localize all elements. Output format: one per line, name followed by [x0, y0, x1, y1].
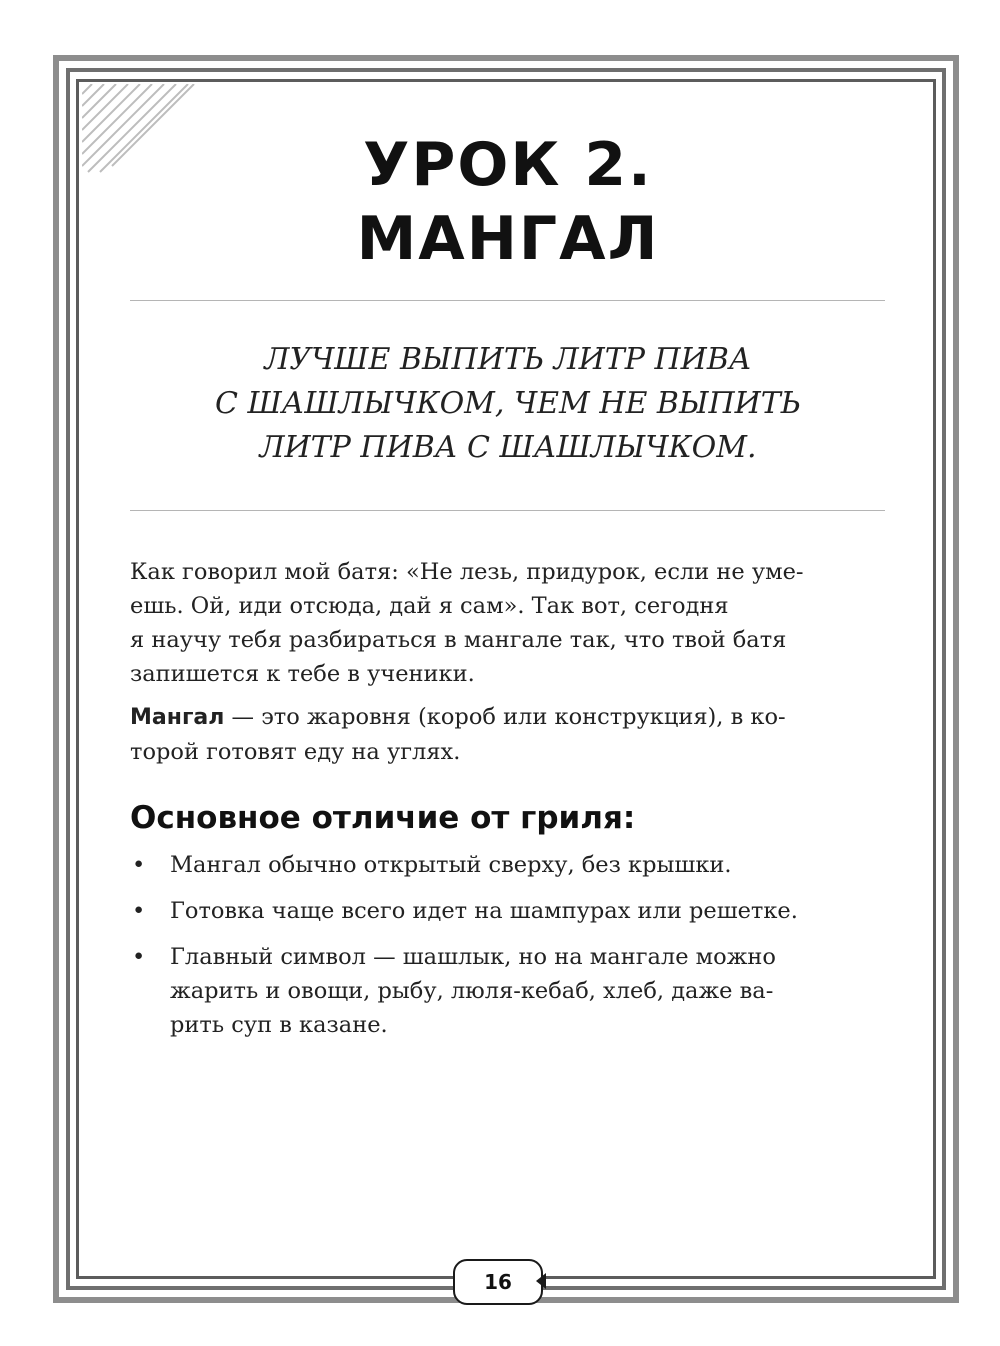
list-item-text: Мангал обычно открытый сверху, без крышки. [170, 852, 732, 878]
lesson-title-line-2: МАНГАЛ [356, 204, 660, 274]
epigraph-line: С ШАШЛЫЧКОМ, ЧЕМ НЕ ВЫПИТЬ [214, 386, 802, 421]
definition-line-2: торой готовят еду на углях. [130, 739, 461, 765]
list-item-text: Готовка чаще всего идет на шампурах или решетке. [170, 898, 798, 924]
list-item [130, 894, 890, 928]
list-item-text: рить суп в казане. [170, 1012, 388, 1038]
intro-paragraph [130, 555, 890, 691]
definition-line-1 [130, 700, 890, 735]
bullet-icon: • [132, 852, 146, 878]
lesson-title-line-1: УРОК 2. [363, 130, 653, 200]
paragraph-line: я научу тебя разбираться в мангале так, что твой батя [130, 627, 787, 653]
lesson-title [130, 128, 886, 276]
paragraph-line: Как говорил мой батя: «Не лезь, придурок, если не уме- [130, 559, 804, 585]
page-number-tab-icon [536, 1273, 546, 1289]
definition-paragraph [130, 700, 890, 769]
epigraph-quote [130, 338, 886, 470]
page-number: 16 [453, 1259, 543, 1305]
bullet-icon: • [132, 898, 146, 924]
bullet-list [130, 848, 890, 1054]
divider-bottom [130, 510, 885, 511]
paragraph-line: запишется к тебе в ученики. [130, 661, 475, 687]
list-item-text: жарить и овощи, рыбу, люля-кебаб, хлеб, даже ва- [170, 978, 774, 1004]
list-item [130, 848, 890, 882]
section-subheading: Основное отличие от гриля: [130, 800, 636, 836]
definition-term: Мангал [130, 705, 225, 730]
list-item [130, 940, 890, 1042]
epigraph-line: ЛУЧШЕ ВЫПИТЬ ЛИТР ПИВА [264, 342, 752, 377]
bullet-icon: • [132, 944, 146, 970]
divider-top [130, 300, 885, 301]
definition-text: — это жаровня (короб или конструкция), в ко- [224, 704, 786, 730]
paragraph-line: ешь. Ой, иди отсюда, дай я сам». Так вот, сегодня [130, 593, 729, 619]
list-item-text: Главный символ — шашлык, но на мангале можно [170, 944, 776, 970]
epigraph-line: ЛИТР ПИВА С ШАШЛЫЧКОМ. [259, 430, 757, 465]
